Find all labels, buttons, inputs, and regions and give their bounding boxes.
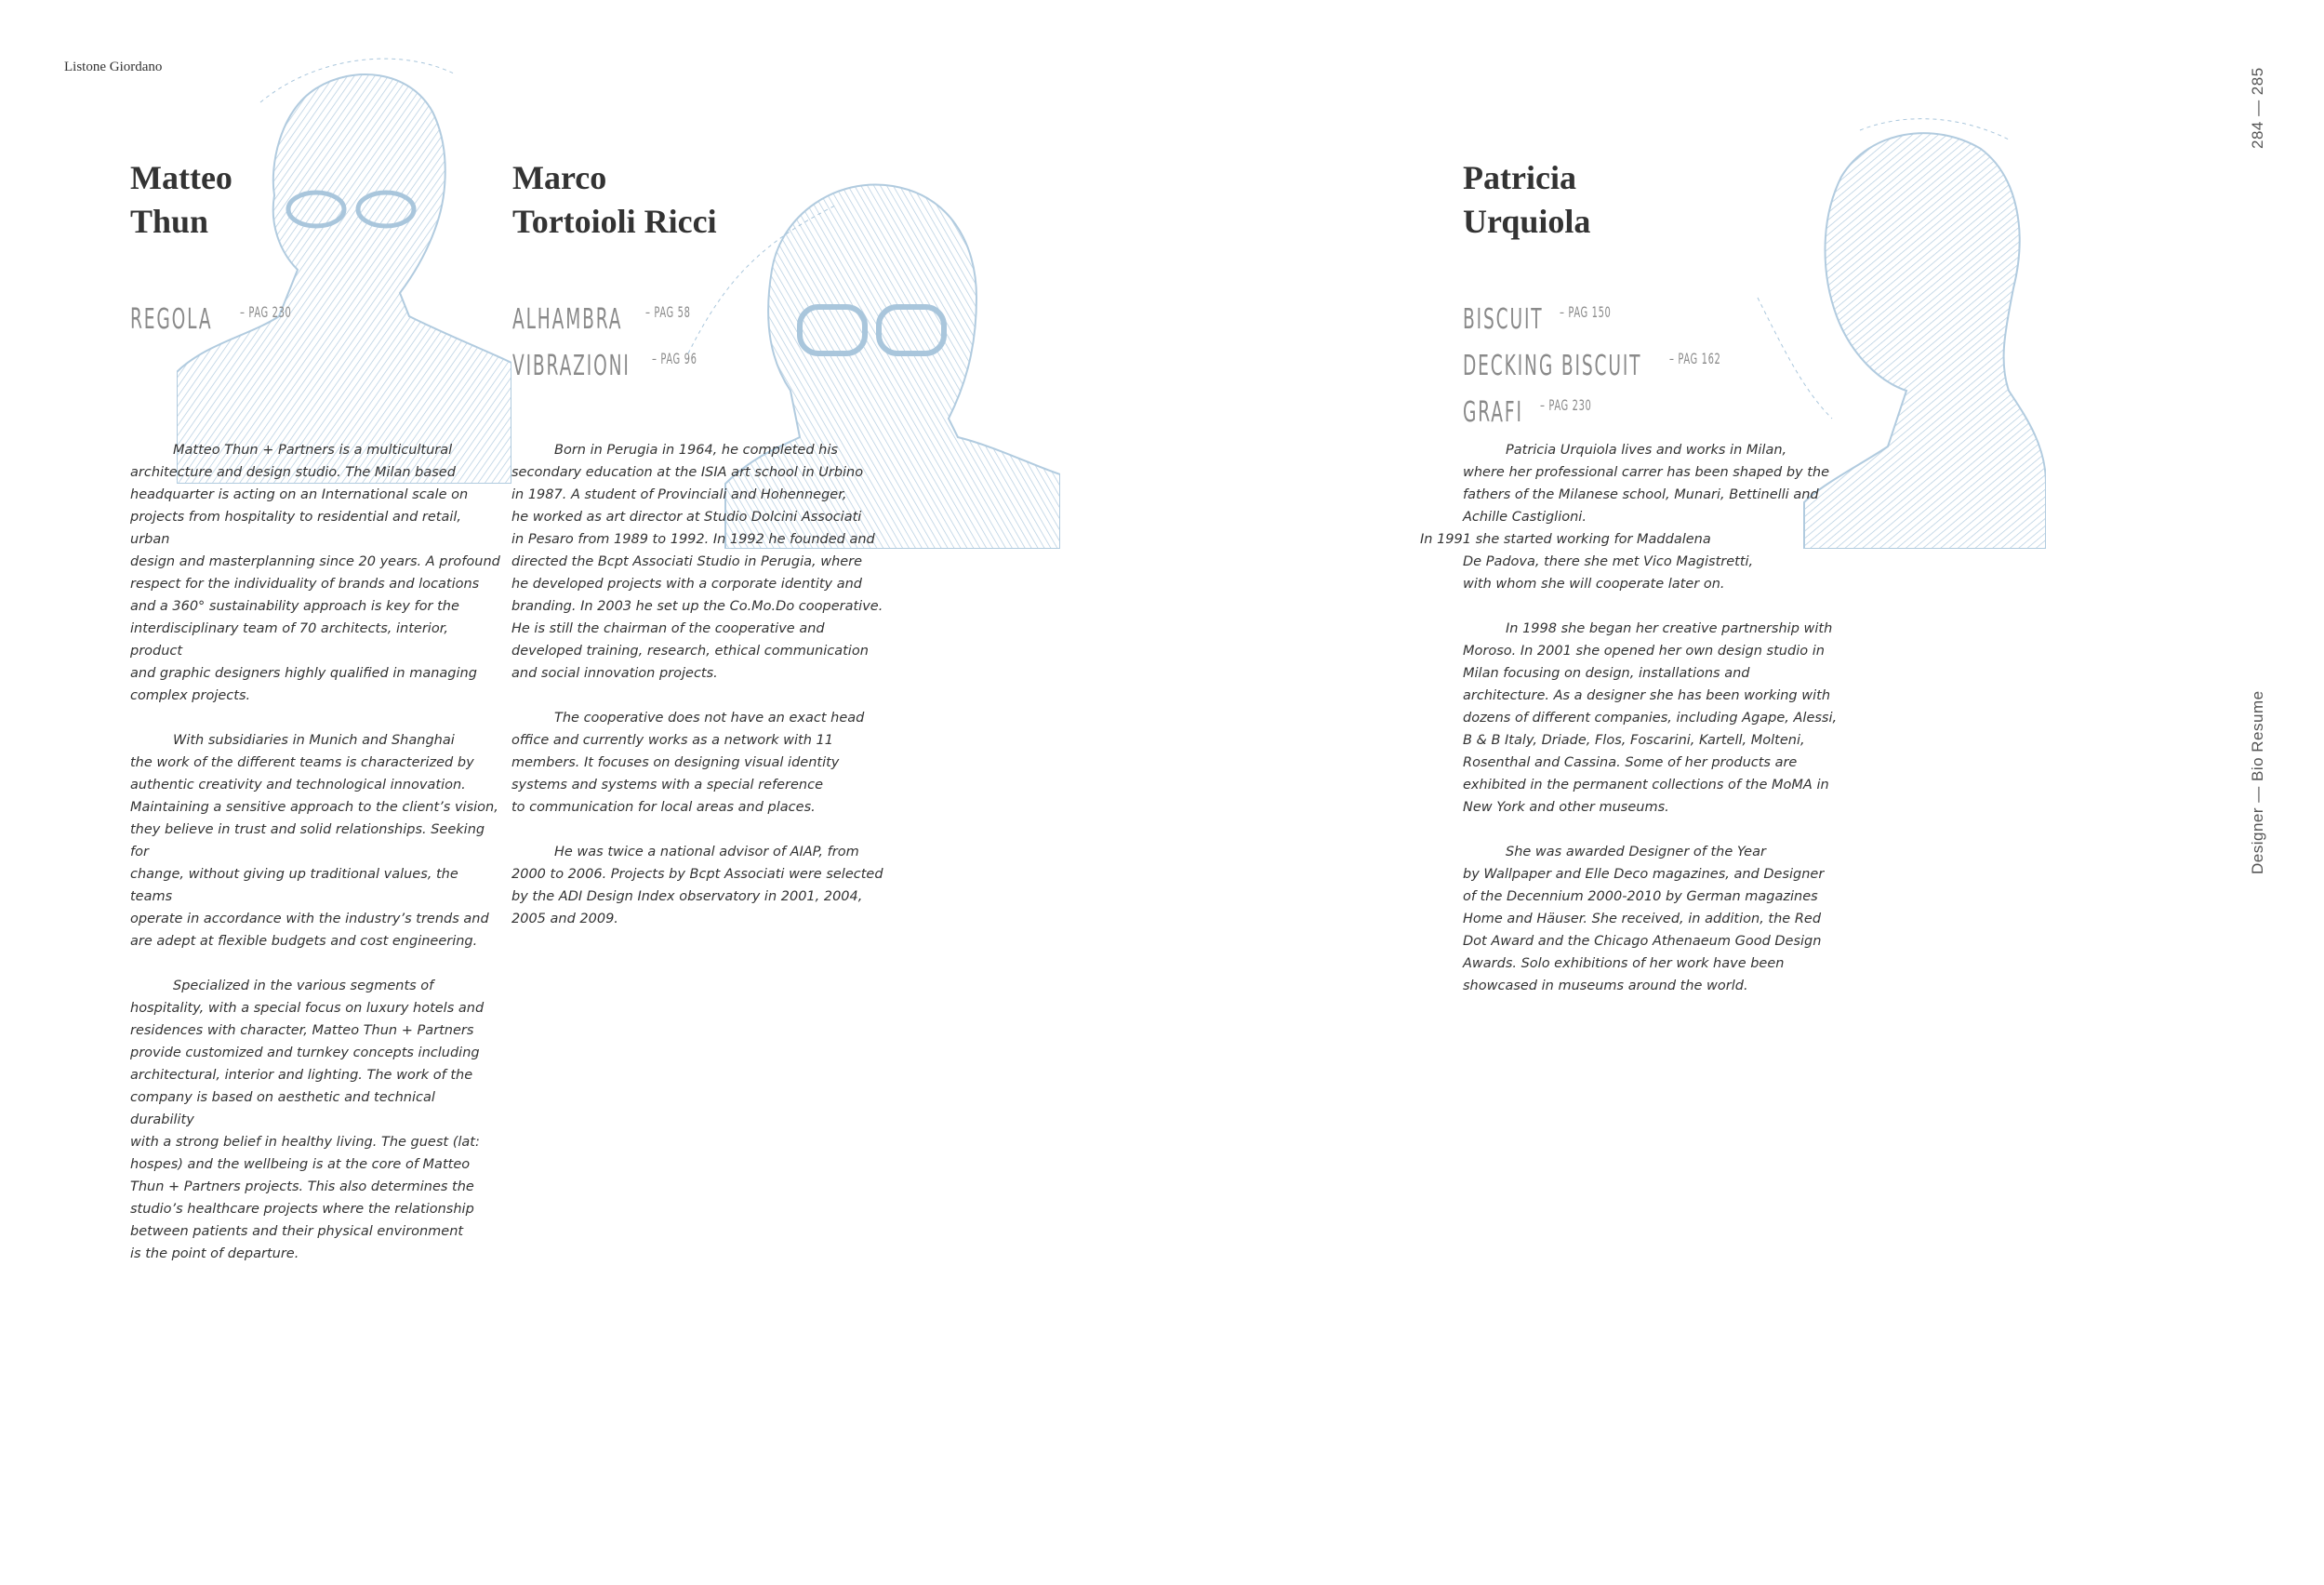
product-name: BISCUIT — [1463, 303, 1544, 336]
product-item — [512, 346, 725, 393]
bio-paragraph: The cooperative does not have an exact head office and currently works as a network with 11 members. It focuses on designing visual identity systems and systems with a special reference to communication for local areas and places. — [511, 711, 865, 815]
product-list — [512, 300, 725, 393]
bio-paragraph: He was twice a national advisor of AIAP, from 2000 to 2006. Projects by Bcpt Associati were selected by the ADI Design Index observatory in 2001, 2004, 2005 and 2009. — [511, 845, 883, 926]
brand-label: Listone Giordano — [64, 60, 163, 74]
product-list — [130, 300, 323, 346]
product-name: REGOLA — [130, 303, 213, 336]
product-name: DECKING BISCUIT — [1463, 350, 1642, 382]
bio-paragraph: In 1998 she began her creative partnership with Moroso. In 2001 she opened her own design studio in Milan focusing on design, installations and architecture. As a designer she has been working with dozens of different companies, including Agape, Alessi, B & B Italy, Driade, Flos, Foscarini, Kartell, Molteni, Rosenthal and Cassina. Some of her products are exhibited in the permanent collections of the MoMA in New York and other museums. — [1463, 621, 1838, 815]
designer-marco-tortoioli-ricci — [512, 156, 725, 393]
designer-bio-patricia-urquiola — [1420, 439, 1844, 997]
designer-name-line2: Urquiola — [1463, 203, 1591, 240]
product-item — [1463, 346, 1753, 393]
product-item — [512, 300, 725, 346]
bio-paragraph: Specialized in the various segments of hospitality, with a special focus on luxury hotels and residences with character, Matteo Thun + Partners provide customized and turnkey concepts including architectural, interior and lighting. The work of the company is based on aesthetic and technical durability with a strong belief in healthy living. The guest (lat: hospes) and the wellbeing is at the core of Matteo Thun + Partners projects. This also determines the studio’s healthcare projects where the relationship between patients and their physical environment is the point of departure. — [130, 979, 485, 1261]
page-numbers: 284 — 285 — [2249, 67, 2266, 149]
product-item — [1463, 300, 1753, 346]
product-list — [1463, 300, 1753, 439]
designer-matteo-thun — [130, 156, 323, 346]
product-name: GRAFI — [1463, 396, 1523, 429]
product-page: – PAG 150 — [1559, 303, 1611, 321]
product-name: ALHAMBRA — [512, 303, 623, 336]
product-page: – PAG 96 — [652, 350, 697, 367]
product-item — [1463, 393, 1753, 439]
designer-bio-marco-tortoioli-ricci — [511, 439, 883, 930]
product-page: – PAG 230 — [1539, 396, 1591, 414]
designer-name-line2: Thun — [130, 203, 209, 240]
bio-paragraph: She was awarded Designer of the Year by Wallpaper and Elle Deco magazines, and Designer of the Decennium 2000-2010 by German magazines Home and Häuser. She received, in addition, the Red Dot Award and the Chicago Athenaeum Good Design Awards. Solo exhibitions of her work have been showcased in museums around the world. — [1463, 845, 1825, 993]
designer-name — [130, 156, 323, 244]
bio-paragraph: With subsidiaries in Munich and Shanghai the work of the different teams is characterized by authentic creativity and technological innovation. Maintaining a sensitive approach to the client’s vision, they believe in trust and solid relationships. Seeking for change, without giving up traditional values, the teams operate in accordance with the industry’s trends and are adept at flexible budgets and cost engineering. — [130, 733, 498, 949]
product-page: – PAG 230 — [239, 303, 292, 321]
designer-bio-matteo-thun — [130, 439, 502, 1265]
section-label: Designer — Bio Resume — [2249, 690, 2266, 874]
designer-patricia-urquiola — [1463, 156, 1753, 439]
designer-name-line1: Matteo — [130, 159, 232, 196]
product-page: – PAG 162 — [1669, 350, 1721, 367]
product-page: – PAG 58 — [644, 303, 691, 321]
designer-name-line2: Tortoioli Ricci — [512, 203, 717, 240]
bio-paragraph: Born in Perugia in 1964, he completed his secondary education at the ISIA art school in Urbino in 1987. A student of Provinciali and Hohenneger, he worked as art director at Studio Dolcini Associati in Pesaro from 1989 to 1992. In 1992 he founded and directed the Bcpt Associati Studio in Perugia, where he developed projects with a corporate identity and branding. In 2003 he set up the Co.Mo.Do cooperative. He is still the chairman of the cooperative and developed training, research, ethical communication and social innovation projects. — [511, 443, 883, 681]
product-item — [130, 300, 323, 346]
designer-name-line1: Marco — [512, 159, 607, 196]
designer-name — [512, 156, 725, 244]
bio-paragraph: Patricia Urquiola lives and works in Milan, where her professional carrer has been shaped by the fathers of the Milanese school, Munari, Bettinelli and Achille Castiglioni. In 1991 she started working for Maddalena De Padova, there she met Vico Magistretti, with whom she will cooperate later on. — [1420, 443, 1830, 592]
designer-name — [1463, 156, 1753, 244]
bio-paragraph: Matteo Thun + Partners is a multicultural architecture and design studio. The Milan based headquarter is acting on an International scale on projects from hospitality to residential and retail, urban design and masterplanning since 20 years. A profound respect for the individuality of brands and locations and a 360° sustainability approach is key for the interdisciplinary team of 70 architects, interior, product and graphic designers highly qualified in managing complex projects. — [130, 443, 500, 703]
designer-name-line1: Patricia — [1463, 159, 1576, 196]
product-name: VIBRAZIONI — [512, 350, 631, 382]
